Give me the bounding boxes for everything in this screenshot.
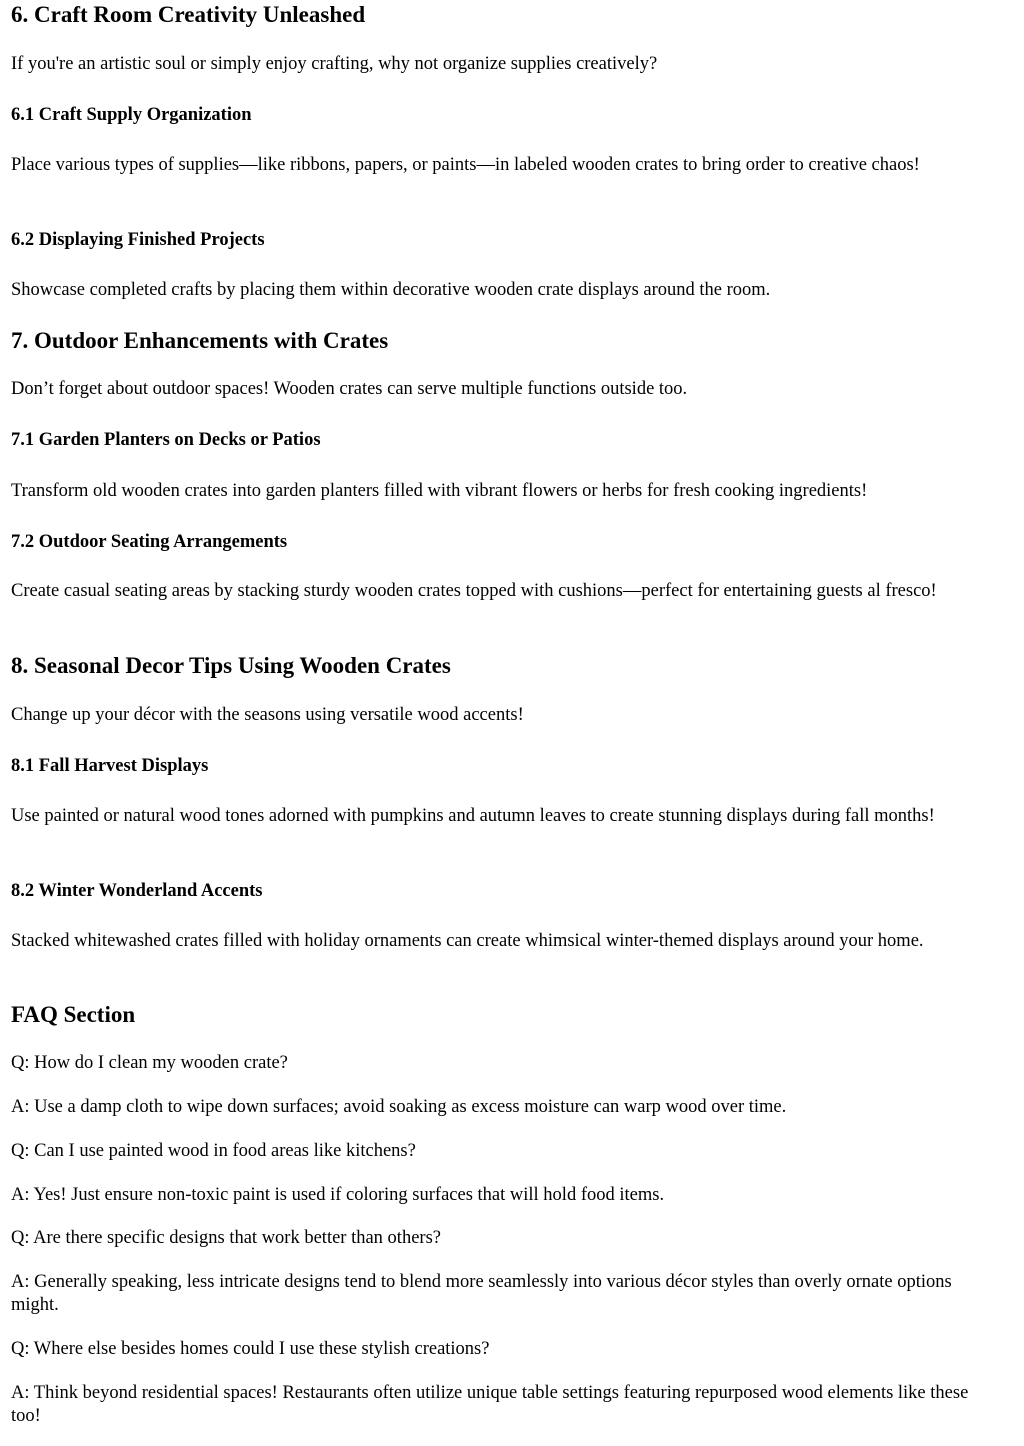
subsection-6-2-heading: 6.2 Displaying Finished Projects xyxy=(11,230,265,250)
faq-answer-3: A: Generally speaking, less intricate designs tend to blend more seamlessly into various décor styles than overly ornate options might. xyxy=(11,1272,952,1315)
subsection-6-2-text: Showcase completed crafts by placing them within decorative wooden crate displays around the room. xyxy=(11,280,771,300)
faq-question-1: Q: How do I clean my wooden crate? xyxy=(11,1053,288,1073)
subsection-8-2-heading: 8.2 Winter Wonderland Accents xyxy=(11,881,263,901)
section-6-intro: If you're an artistic soul or simply enjoy crafting, why not organize supplies creatively? xyxy=(11,54,658,74)
faq-question-3: Q: Are there specific designs that work better than others? xyxy=(11,1228,441,1248)
section-7-intro: Don’t forget about outdoor spaces! Wooden crates can serve multiple functions outside too. xyxy=(11,379,688,399)
faq-question-4: Q: Where else besides homes could I use these stylish creations? xyxy=(11,1339,490,1359)
section-8-heading: 8. Seasonal Decor Tips Using Wooden Crates xyxy=(11,653,451,678)
faq-heading: FAQ Section xyxy=(11,1002,136,1027)
faq-answer-4: A: Think beyond residential spaces! Restaurants often utilize unique table settings featuring repurposed wood elements like these too! xyxy=(11,1383,969,1426)
faq-question-2: Q: Can I use painted wood in food areas like kitchens? xyxy=(11,1141,416,1161)
subsection-8-1-text: Use painted or natural wood tones adorned with pumpkins and autumn leaves to create stunning displays during fall months! xyxy=(11,806,935,826)
faq-answer-1: A: Use a damp cloth to wipe down surfaces; avoid soaking as excess moisture can warp wood over time. xyxy=(11,1097,787,1117)
section-6-heading: 6. Craft Room Creativity Unleashed xyxy=(11,2,366,27)
section-7-heading: 7. Outdoor Enhancements with Crates xyxy=(11,328,389,353)
subsection-7-1-text: Transform old wooden crates into garden planters filled with vibrant flowers or herbs for fresh cooking ingredients! xyxy=(11,481,868,501)
subsection-6-1-heading: 6.1 Craft Supply Organization xyxy=(11,105,252,125)
section-8-intro: Change up your décor with the seasons using versatile wood accents! xyxy=(11,705,524,725)
subsection-8-1-heading: 8.1 Fall Harvest Displays xyxy=(11,756,209,776)
subsection-8-2-text: Stacked whitewashed crates filled with holiday ornaments can create whimsical winter-themed displays around your home. xyxy=(11,931,924,951)
subsection-7-2-heading: 7.2 Outdoor Seating Arrangements xyxy=(11,532,288,552)
subsection-6-1-text: Place various types of supplies—like ribbons, papers, or paints—in labeled wooden crates to bring order to creative chaos! xyxy=(11,155,920,175)
faq-answer-2: A: Yes! Just ensure non-toxic paint is used if coloring surfaces that will hold food items. xyxy=(11,1185,665,1205)
subsection-7-1-heading: 7.1 Garden Planters on Decks or Patios xyxy=(11,430,321,450)
subsection-7-2-text: Create casual seating areas by stacking sturdy wooden crates topped with cushions—perfect for entertaining guests al fresco! xyxy=(11,581,937,601)
